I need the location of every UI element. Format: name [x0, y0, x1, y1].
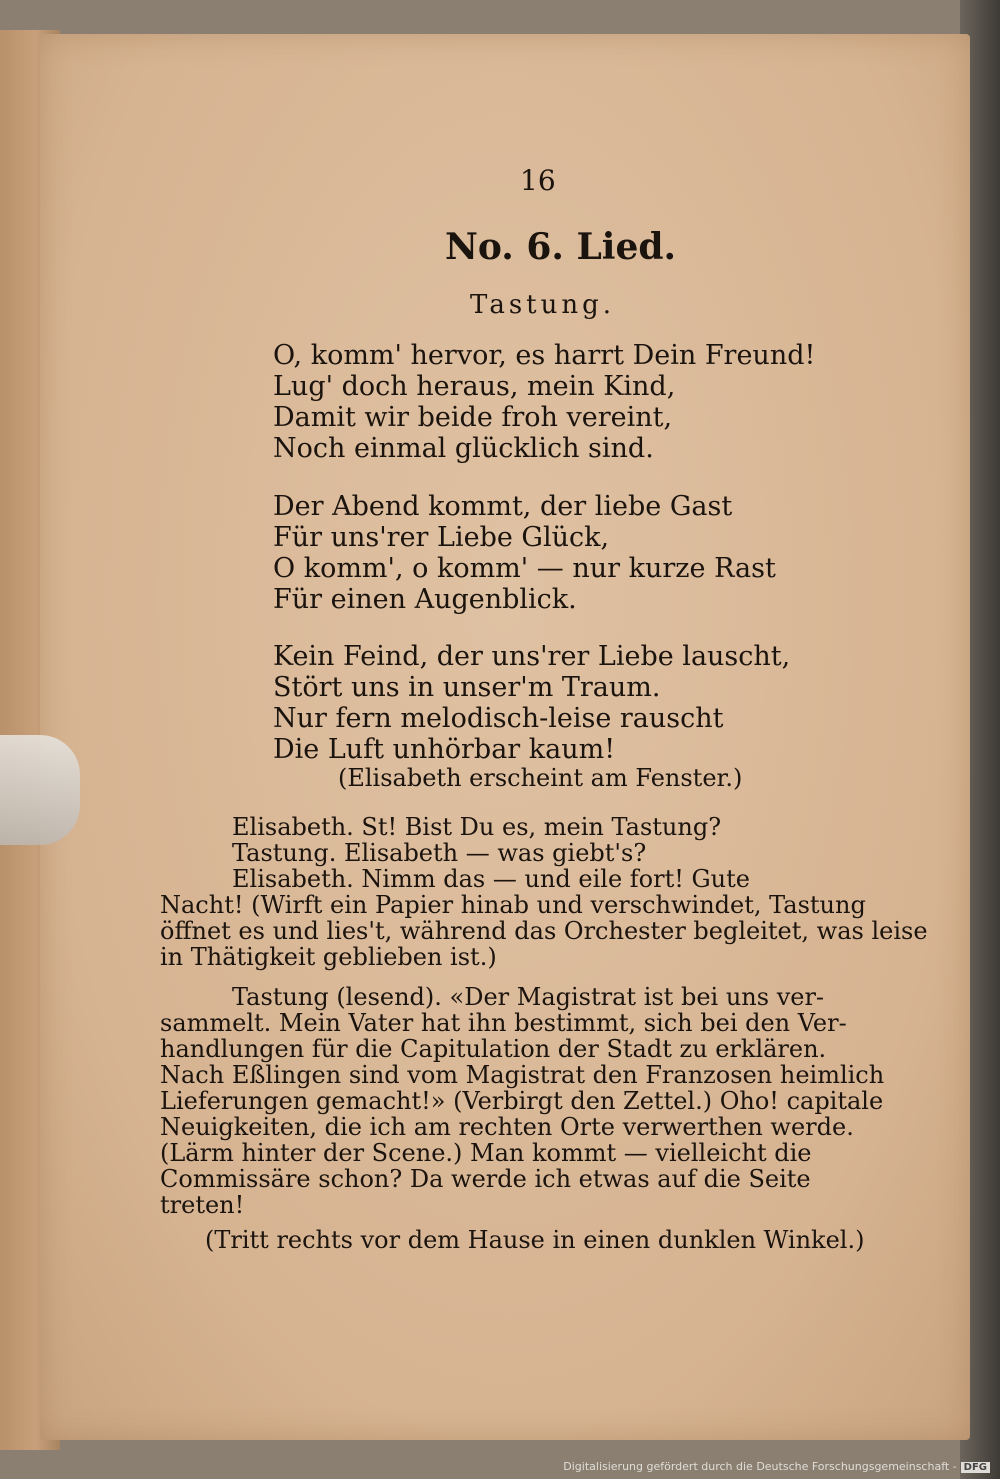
verse-line: O, komm' hervor, es harrt Dein Freund! [273, 340, 816, 371]
dialogue-line: Lieferungen gemacht!» (Verbirgt den Zettel.) Oho! capitale [160, 1087, 884, 1115]
dialogue-line: Elisabeth. St! Bist Du es, mein Tastung? [232, 813, 722, 841]
dialogue-line: öffnet es und lies't, während das Orchester begleitet, was leise [160, 917, 928, 945]
dialogue-line: (Lärm hinter der Scene.) Man kommt — vielleicht die [160, 1139, 812, 1167]
page-number: 16 [520, 164, 556, 197]
verse-line: Lug' doch heraus, mein Kind, [273, 371, 676, 402]
verse-line: Nur fern melodisch-leise rauscht [273, 703, 724, 734]
dialogue-line: Commissäre schon? Da werde ich etwas auf die Seite [160, 1165, 811, 1193]
dialogue-line: Neuigkeiten, die ich am rechten Orte verwerthen werde. [160, 1113, 854, 1141]
verse-3 [273, 641, 790, 765]
closing-stage-direction: (Tritt rechts vor dem Hause in einen dunklen Winkel.) [205, 1226, 865, 1254]
footer-credit [563, 1460, 990, 1473]
dialogue-line: handlungen für die Capitulation der Stadt zu erklären. [160, 1035, 827, 1063]
verse-line: Kein Feind, der uns'rer Liebe lauscht, [273, 641, 791, 672]
dialogue-line: sammelt. Mein Vater hat ihn bestimmt, sich bei den Ver- [160, 1009, 847, 1037]
verse-1 [273, 340, 815, 464]
verse-line: Stört uns in unser'm Traum. [273, 672, 661, 703]
footer-text: Digitalisierung gefördert durch die Deutsche Forschungsgemeinschaft - [563, 1460, 957, 1473]
verse-line: Damit wir beide froh vereint, [273, 402, 673, 433]
dialogue-line: treten! [160, 1191, 245, 1219]
dialogue-line: Tastung. Elisabeth — was giebt's? [232, 839, 647, 867]
page-clip [0, 735, 80, 845]
verse-line: O komm', o komm' — nur kurze Rast [273, 553, 776, 584]
dialogue-line: in Thätigkeit geblieben ist.) [160, 943, 497, 971]
verse-line: Noch einmal glücklich sind. [273, 433, 654, 464]
verse-line: Für uns'rer Liebe Glück, [273, 522, 610, 553]
verse-line: Der Abend kommt, der liebe Gast [273, 491, 733, 522]
dialogue-line: Nach Eßlingen sind vom Magistrat den Franzosen heimlich [160, 1061, 885, 1089]
song-heading: No. 6. Lied. [445, 226, 677, 268]
singer-name: Tastung. [470, 290, 616, 320]
dialogue-line: Elisabeth. Nimm das — und eile fort! Gute [232, 865, 750, 893]
dfg-logo-icon: DFG [961, 1462, 990, 1473]
book-page [40, 34, 970, 1440]
dialogue-line: Tastung (lesend). «Der Magistrat ist bei uns ver- [232, 983, 825, 1011]
dialogue-block-1 [160, 813, 928, 971]
verse-line: Für einen Augenblick. [273, 584, 577, 615]
stage-direction: (Elisabeth erscheint am Fenster.) [338, 764, 743, 792]
verse-line: Die Luft unhörbar kaum! [273, 734, 616, 765]
verse-2 [273, 491, 776, 615]
dialogue-block-2 [160, 983, 885, 1219]
dialogue-line: Nacht! (Wirft ein Papier hinab und verschwindet, Tastung [160, 891, 866, 919]
